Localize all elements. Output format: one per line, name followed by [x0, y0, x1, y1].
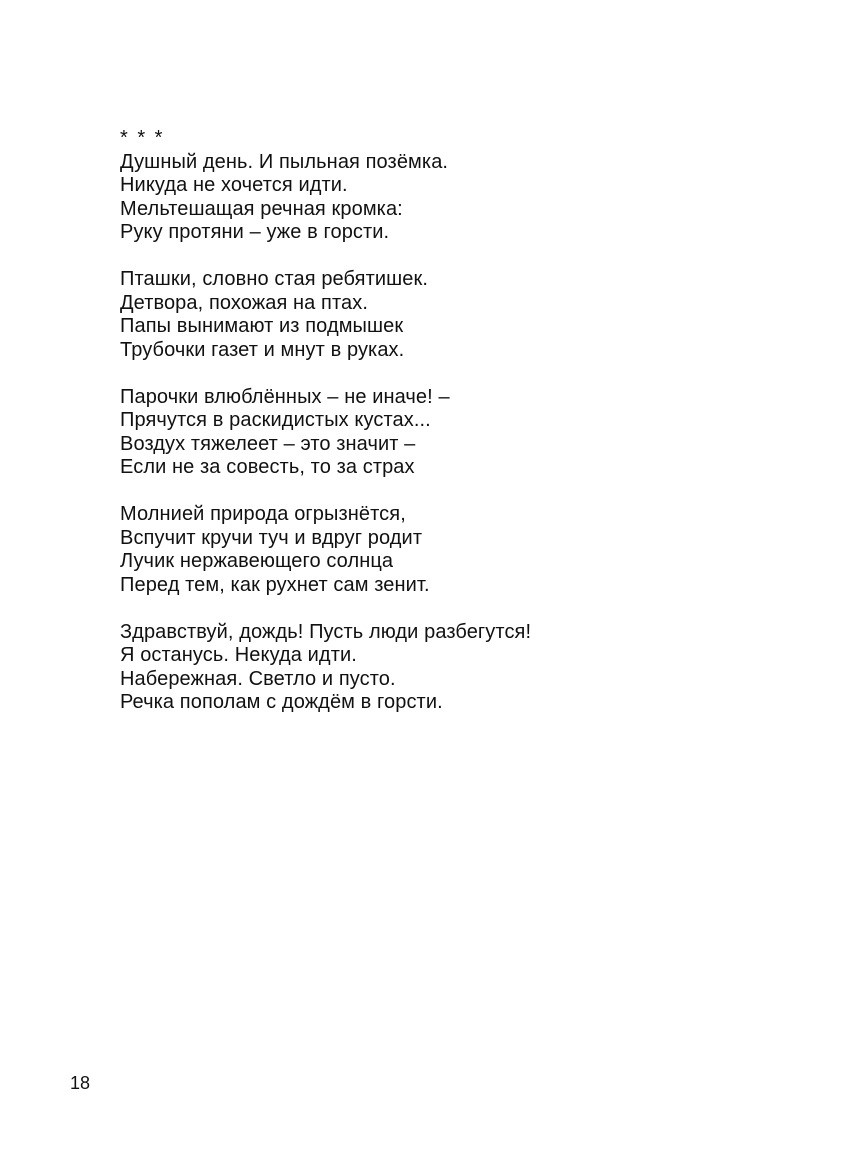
- stanza-3: [120, 386, 800, 480]
- poem-line: Трубочки газет и мнут в руках.: [120, 338, 405, 361]
- stanza-5: [120, 621, 800, 715]
- poem-line: Набережная. Светло и пусто.: [120, 667, 396, 690]
- page-number: 18: [70, 1073, 91, 1093]
- poem: [120, 127, 800, 738]
- poem-line: Вспучит кручи туч и вдруг родит: [120, 526, 423, 549]
- poem-ornament: * * *: [120, 127, 165, 149]
- poem-line: Здравствуй, дождь! Пусть люди разбегутся!: [120, 620, 532, 643]
- poem-line: Речка пополам с дождём в горсти.: [120, 691, 443, 713]
- stanza-2: [120, 268, 800, 362]
- poem-line: Воздух тяжелеет – это значит –: [120, 432, 416, 455]
- poem-line: Никуда не хочется идти.: [120, 174, 348, 196]
- poem-line: Лучик нержавеющего солнца: [120, 550, 394, 572]
- poem-line: Руку протяни – уже в горсти.: [120, 221, 390, 243]
- poem-line: Прячутся в раскидистых кустах...: [120, 409, 431, 431]
- poem-line: Душный день. И пыльная позёмка.: [120, 150, 449, 173]
- poem-line: Перед тем, как рухнет сам зенит.: [120, 573, 430, 596]
- stanza-4: [120, 503, 800, 597]
- poem-line: Если не за совесть, то за страх: [120, 456, 415, 478]
- poem-line: Пташки, словно стая ребятишек.: [120, 268, 428, 290]
- poem-line: Парочки влюблённых – не иначе! –: [120, 385, 450, 408]
- poem-line: Мельтешащая речная кромка:: [120, 197, 403, 220]
- poem-line: Папы вынимают из подмышек: [120, 315, 404, 337]
- poem-line: Я останусь. Некуда идти.: [120, 644, 357, 666]
- poem-line: Молнией природа огрызнётся,: [120, 503, 406, 525]
- poem-line: Детвора, похожая на птах.: [120, 291, 369, 314]
- stanza-1: [120, 151, 800, 245]
